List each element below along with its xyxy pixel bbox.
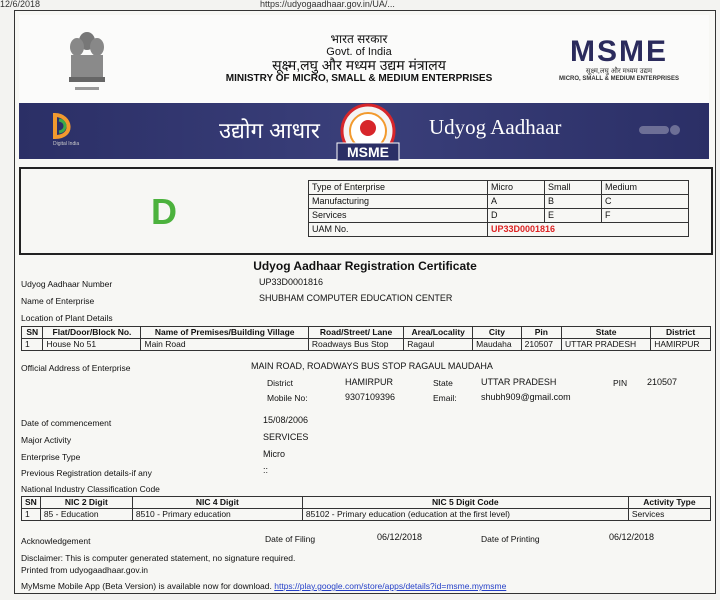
digital-india-icon (49, 111, 79, 141)
digital-india-text: Digital India (53, 141, 80, 147)
udyog-aadhaar-seal-icon (327, 103, 409, 163)
plant-column-header: Name of Premises/Building Village (141, 327, 308, 339)
enterprise-type-label: Enterprise Type (21, 452, 81, 462)
enterprise-type-value: Micro (263, 449, 285, 459)
enterprise-grade: D (151, 191, 177, 232)
plant-cell: House No 51 (43, 339, 141, 351)
play-store-link[interactable]: https://play.google.com/store/apps/details?id=msme.mymsme (274, 581, 507, 591)
enterprise-type-cell: Services (309, 209, 488, 223)
printing-date-label: Date of Printing (481, 534, 540, 544)
nic-cell: Services (628, 509, 710, 521)
enterprise-type-cell: Small (545, 181, 602, 195)
enterprise-type-cell: Micro (488, 181, 545, 195)
udyog-aadhaar-banner (19, 103, 709, 159)
ministry-name-text: MINISTRY OF MICRO, SMALL & MEDIUM ENTERPRISES (225, 73, 493, 84)
major-activity-value: SERVICES (263, 432, 309, 442)
msme-hindi-sub: सूक्ष्म,लघु और मध्यम उद्यम (585, 68, 653, 75)
acknowledgement-label: Acknowledgement (21, 536, 91, 546)
official-address-label: Official Address of Enterprise (21, 363, 131, 373)
hindi-banner-title: उद्योग आधार (219, 118, 320, 143)
table-row (22, 339, 711, 351)
nic-column-header: Activity Type (628, 497, 710, 509)
plant-column-header: Area/Locality (404, 327, 473, 339)
plant-cell: Main Road (141, 339, 308, 351)
nic-column-header: SN (22, 497, 41, 509)
plant-cell: UTTAR PRADESH (562, 339, 651, 351)
nic-column-header: NIC 2 Digit (40, 497, 132, 509)
enterprise-type-row (309, 195, 689, 209)
enterprise-type-row (309, 181, 689, 195)
nic-cell: 85 - Education (40, 509, 132, 521)
enterprise-type-cell: Manufacturing (309, 195, 488, 209)
msme-logo-text: MSME (570, 35, 668, 68)
enterprise-type-table (308, 180, 689, 237)
mobile-app-notice (21, 581, 506, 591)
official-address-value: MAIN ROAD, ROADWAYS BUS STOP RAGAUL MAUDAHA (251, 361, 493, 371)
email-label: Email: (433, 393, 457, 403)
printing-date-value: 06/12/2018 (609, 532, 655, 542)
district-label: District (267, 378, 293, 388)
ashoka-emblem-icon (63, 27, 111, 97)
previous-registration-label: Previous Registration details-if any (21, 468, 152, 478)
uam-row (309, 223, 689, 237)
filing-date-label: Date of Filing (265, 534, 316, 544)
enterprise-type-cell: C (602, 195, 689, 209)
msme-logo (554, 37, 684, 82)
filing-date-value: 06/12/2018 (377, 532, 423, 542)
plant-column-header: SN (22, 327, 43, 339)
district-value: HAMIRPUR (345, 377, 394, 387)
uam-label: UAM No. (309, 223, 488, 237)
uan-value: UP33D0001816 (259, 277, 324, 287)
nic-cell: 8510 - Primary education (132, 509, 302, 521)
plant-cell: Roadways Bus Stop (308, 339, 403, 351)
plant-cell: Maudaha (473, 339, 521, 351)
ministry-header (19, 15, 709, 103)
mobile-app-text: MyMsme Mobile App (Beta Version) is available now for download. (21, 581, 272, 591)
certificate (14, 10, 716, 594)
plant-column-header: Pin (521, 327, 561, 339)
enterprise-name-label: Name of Enterprise (21, 296, 95, 306)
enterprise-type-cell: F (602, 209, 689, 223)
enterprise-type-cell: Medium (602, 181, 689, 195)
plant-column-header: Road/Street/ Lane (308, 327, 403, 339)
nic-label: National Industry Classification Code (21, 484, 160, 494)
enterprise-name-value: SHUBHAM COMPUTER EDUCATION CENTER (259, 293, 453, 303)
plant-column-header: State (562, 327, 651, 339)
uam-value: UP33D0001816 (488, 223, 689, 237)
plant-column-header: District (651, 327, 711, 339)
disclaimer-text: Disclaimer: This is computer generated statement, no signature required. (21, 553, 296, 563)
nic-cell: 1 (22, 509, 41, 521)
enterprise-type-row (309, 209, 689, 223)
ministry-title-block (199, 33, 519, 85)
certificate-title: Udyog Aadhaar Registration Certificate (253, 259, 477, 273)
enterprise-type-panel (19, 167, 713, 255)
printed-from-text: Printed from udyogaadhaar.gov.in (21, 565, 148, 575)
state-label: State (433, 378, 453, 388)
pin-value: 210507 (647, 377, 678, 387)
enterprise-type-cell: A (488, 195, 545, 209)
email-value: shubh909@gmail.com (481, 392, 571, 402)
plant-column-header: Flat/Door/Block No. (43, 327, 141, 339)
print-date: 12/6/2018 (0, 0, 41, 9)
plant-cell: HAMIRPUR (651, 339, 711, 351)
plant-column-header: City (473, 327, 521, 339)
state-value: UTTAR PRADESH (481, 377, 557, 387)
govt-of-india-text: Govt. of India (326, 46, 392, 58)
mobile-label: Mobile No: (267, 393, 308, 403)
msme-english-sub: MICRO, SMALL & MEDIUM ENTERPRISES (559, 76, 679, 82)
plant-details-table (21, 326, 711, 351)
digital-india-logo (39, 109, 99, 151)
previous-registration-value: :: (263, 465, 269, 475)
nic-table (21, 496, 711, 521)
enterprise-type-cell: D (488, 209, 545, 223)
commencement-label: Date of commencement (21, 418, 112, 428)
print-url: https://udyogaadhaar.gov.in/UA/... (260, 0, 395, 9)
hindi-govt-text: भारत सरकार (330, 32, 388, 46)
make-in-india-icon (637, 121, 683, 139)
plant-cell: 1 (22, 339, 43, 351)
hindi-ministry-text: सूक्ष्म,लघु और मध्यम उद्यम मंत्रालय (272, 57, 446, 73)
enterprise-type-cell: B (545, 195, 602, 209)
table-row (22, 509, 711, 521)
english-banner-title: Udyog Aadhaar (429, 115, 562, 139)
nic-column-header: NIC 5 Digit Code (302, 497, 628, 509)
plant-cell: 210507 (521, 339, 561, 351)
commencement-value: 15/08/2006 (263, 415, 309, 425)
browser-print-header (0, 0, 720, 8)
pin-label: PIN (613, 378, 628, 388)
enterprise-type-cell: Type of Enterprise (309, 181, 488, 195)
plant-cell: Ragaul (404, 339, 473, 351)
seal-msme-text: MSME (347, 144, 389, 160)
uan-label: Udyog Aadhaar Number (21, 279, 113, 289)
mobile-value: 9307109396 (345, 392, 396, 402)
major-activity-label: Major Activity (21, 435, 72, 445)
plant-location-label: Location of Plant Details (21, 313, 113, 323)
nic-cell: 85102 - Primary education (education at the first level) (302, 509, 628, 521)
nic-column-header: NIC 4 Digit (132, 497, 302, 509)
enterprise-type-cell: E (545, 209, 602, 223)
